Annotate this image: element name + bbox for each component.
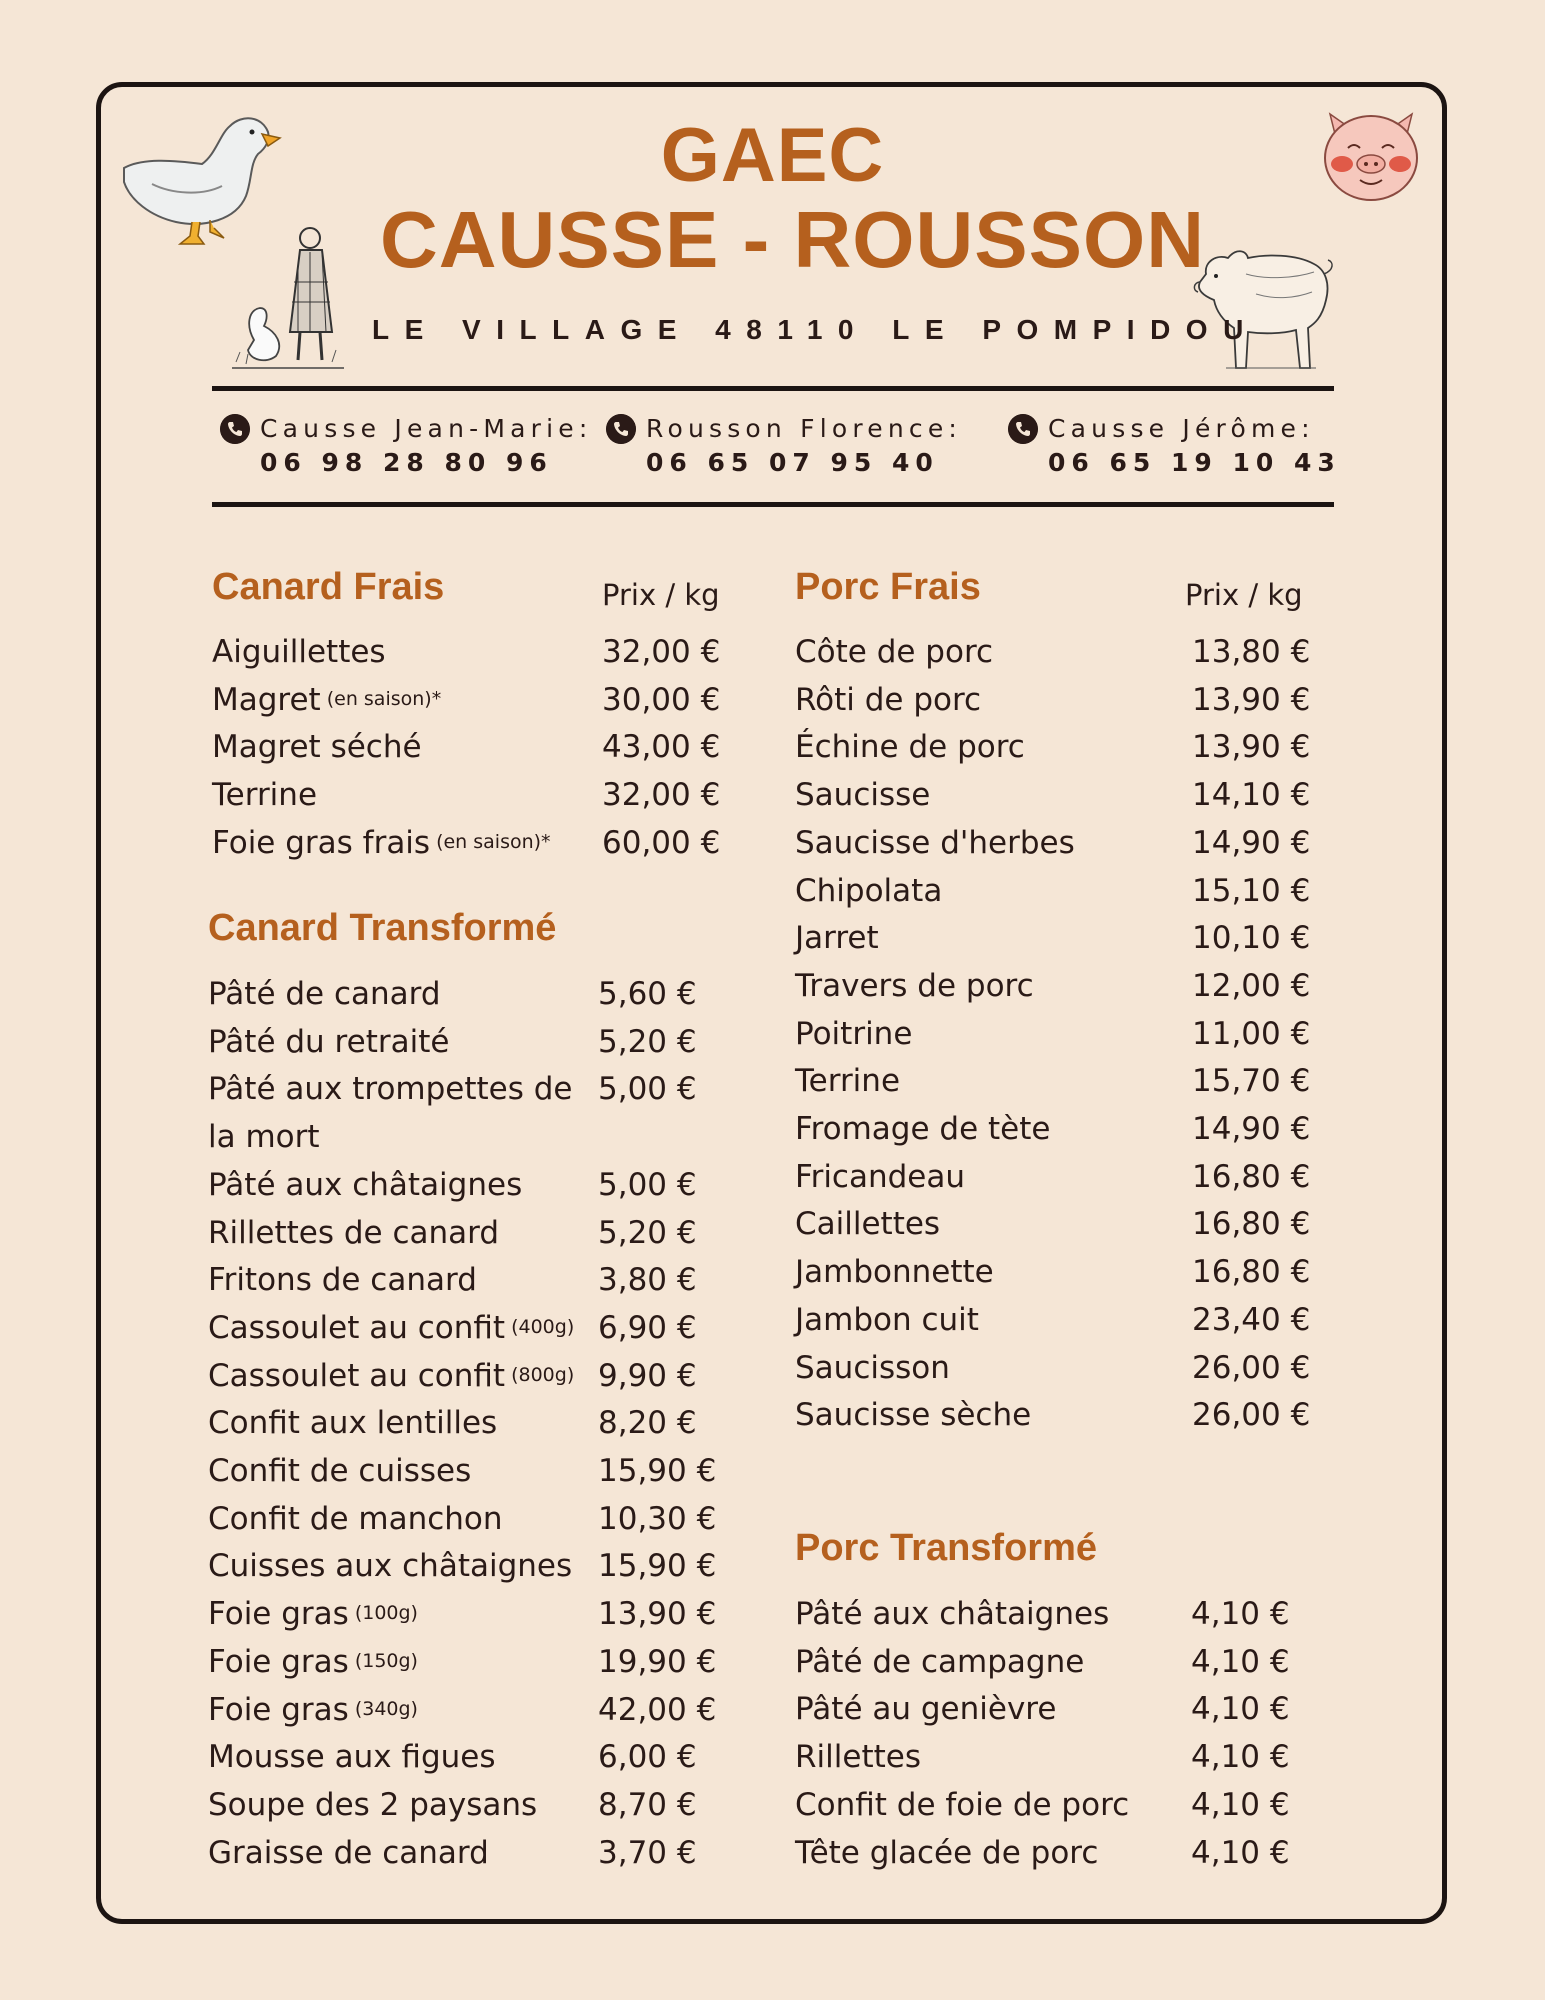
item-price: 10,10 € (1192, 920, 1311, 957)
item-name-text: Fricandeau (795, 1158, 966, 1195)
item-name-text: Mousse aux figues (208, 1739, 496, 1776)
item-name (208, 1071, 573, 1107)
item-name-text: Terrine (795, 1063, 901, 1100)
item-name (795, 1596, 1109, 1632)
item-price: 16,80 € (1192, 1254, 1311, 1291)
item-name-text: Pâté aux châtaignes (208, 1166, 523, 1203)
item-name (795, 1206, 940, 1242)
item-name (795, 1254, 994, 1290)
brand-title-gaec: GAEC (660, 113, 885, 198)
item-name (208, 1501, 503, 1537)
item-name (208, 1692, 418, 1728)
item-note: (100g) (354, 1602, 418, 1625)
item-name (208, 976, 441, 1012)
contact-name: Causse Jean-Marie: (260, 414, 593, 443)
item-price: 26,00 € (1192, 1349, 1311, 1386)
item-name-text: Rôti de porc (795, 681, 982, 718)
item-name (795, 1397, 1031, 1433)
item-price: 15,90 € (598, 1548, 717, 1585)
item-name-text: Pâté aux trompettes de (208, 1071, 573, 1108)
item-price: 14,90 € (1192, 824, 1311, 861)
item-name-text: Chipolata (795, 872, 943, 909)
contact-name: Causse Jérôme: (1048, 414, 1315, 443)
item-name-text: Confit de cuisses (208, 1453, 472, 1489)
item-price: 4,10 € (1191, 1834, 1290, 1871)
item-name-text: Confit de manchon (208, 1500, 503, 1537)
item-name-text: Cassoulet au confit (208, 1357, 506, 1394)
item-price: 15,90 € (598, 1453, 717, 1489)
item-name (795, 1739, 921, 1775)
item-name (795, 1644, 1084, 1680)
item-name-text: Foie gras (208, 1643, 349, 1680)
item-name-text: Cassoulet au confit (208, 1309, 506, 1346)
item-name (212, 634, 386, 670)
item-price: 30,00 € (602, 681, 721, 718)
item-price: 9,90 € (598, 1357, 697, 1394)
item-price: 6,00 € (598, 1739, 697, 1776)
item-price: 16,80 € (1192, 1158, 1311, 1195)
item-name-text: Échine de porc (795, 729, 1025, 766)
item-name (795, 1835, 1098, 1871)
item-name (795, 682, 981, 718)
item-price: 60,00 € (602, 824, 721, 861)
item-name-text: Cuisses aux châtaignes (208, 1548, 573, 1585)
section-title-canard-frais: Canard Frais (212, 566, 445, 608)
item-name (212, 825, 551, 861)
section-title-porc-transforme: Porc Transformé (795, 1527, 1097, 1569)
item-name (795, 1302, 979, 1338)
item-name-text: Caillettes (795, 1206, 941, 1243)
item-name-text: Pâté de campagne (795, 1643, 1085, 1680)
item-price: 5,20 € (598, 1023, 697, 1060)
item-price: 15,10 € (1192, 872, 1311, 909)
item-name-text: Magret séché (212, 729, 422, 766)
item-price: 23,40 € (1192, 1301, 1311, 1338)
contact-phone[interactable]: 06 65 07 95 40 (646, 448, 939, 477)
item-name-text: Soupe des 2 paysans (208, 1786, 538, 1823)
item-price: 43,00 € (602, 729, 721, 766)
item-price: 12,00 € (1192, 967, 1311, 1004)
item-price: 15,70 € (1192, 1063, 1311, 1100)
item-price: 10,30 € (598, 1500, 717, 1537)
item-price: 13,90 € (598, 1596, 717, 1633)
item-name-text: Saucisson (795, 1349, 950, 1386)
item-price: 14,90 € (1192, 1111, 1311, 1147)
item-name (208, 1167, 522, 1203)
item-price: 16,80 € (1192, 1206, 1311, 1243)
item-name (795, 920, 879, 956)
item-price: 4,10 € (1191, 1643, 1290, 1680)
item-name-text: Travers de porc (795, 967, 1034, 1004)
item-name (208, 1310, 574, 1346)
item-name (795, 1350, 950, 1386)
item-name (212, 777, 317, 813)
item-price: 5,60 € (598, 976, 697, 1012)
item-name-text: Poitrine (795, 1015, 913, 1052)
item-price: 32,00 € (602, 777, 721, 814)
item-name-text: Confit aux lentilles (208, 1405, 498, 1442)
item-name-text: Fromage de tète (795, 1111, 1051, 1147)
item-price: 14,10 € (1192, 777, 1311, 814)
item-name (795, 873, 942, 909)
item-name (208, 1739, 496, 1775)
item-note: (400g) (511, 1315, 575, 1338)
item-name (795, 777, 930, 813)
item-note: (150g) (354, 1649, 418, 1672)
item-name (795, 1016, 912, 1052)
item-name-text: Magret (212, 681, 321, 718)
item-name (212, 729, 422, 765)
item-price: 3,80 € (598, 1262, 697, 1299)
item-name-text: Terrine (212, 777, 318, 814)
item-name (208, 1596, 418, 1632)
item-name-text: Côte de porc (795, 634, 994, 670)
address: LE VILLAGE 48110 LE POMPIDOU (372, 314, 1259, 345)
item-name (795, 729, 1025, 765)
contact-phone[interactable]: 06 65 19 10 43 (1048, 448, 1341, 477)
item-note: (340g) (354, 1697, 418, 1720)
phone-icon (606, 414, 636, 444)
item-name (208, 1787, 537, 1823)
item-name (208, 1644, 418, 1680)
item-name-text: Pâté au genièvre (795, 1691, 1057, 1728)
item-name (795, 1159, 965, 1195)
item-name (795, 968, 1034, 1004)
item-name (208, 1358, 574, 1394)
brand-title-name: CAUSSE - ROUSSON (380, 195, 1205, 284)
item-name-text: Saucisse sèche (795, 1397, 1032, 1434)
item-name-text: Saucisse d'herbes (795, 824, 1075, 861)
item-name-text: la mort (208, 1119, 320, 1156)
item-name-text: Rillettes de canard (208, 1214, 500, 1251)
item-price: 8,20 € (598, 1405, 697, 1442)
item-name (795, 634, 993, 670)
item-price: 4,10 € (1191, 1786, 1290, 1823)
header-rule-top (212, 386, 1334, 391)
contact-phone[interactable]: 06 98 28 80 96 (260, 448, 553, 477)
item-name-text: Confit de foie de porc (795, 1786, 1130, 1823)
item-price: 3,70 € (598, 1834, 697, 1871)
item-name (795, 1111, 1050, 1147)
contact-name: Rousson Florence: (646, 414, 963, 443)
phone-icon (220, 414, 250, 444)
item-name-text: Rillettes (795, 1739, 921, 1776)
item-name-text: Pâté aux châtaignes (795, 1596, 1110, 1632)
item-name-text: Fritons de canard (208, 1262, 477, 1299)
item-name-text: Jarret (795, 920, 879, 957)
price-header-porc: Prix / kg (1185, 578, 1303, 612)
item-name (208, 1405, 497, 1441)
item-name (208, 1548, 572, 1584)
item-name (208, 1215, 499, 1251)
item-name-text: Aiguillettes (212, 634, 386, 670)
item-price: 32,00 € (602, 634, 721, 670)
item-name (208, 1262, 477, 1298)
item-name-text: Tête glacée de porc (795, 1834, 1099, 1871)
item-name-text: Saucisse (795, 777, 931, 814)
section-title-canard-transforme: Canard Transformé (208, 907, 557, 949)
item-price: 8,70 € (598, 1786, 697, 1823)
header-rule-bottom (212, 502, 1334, 507)
item-name (208, 1119, 320, 1155)
item-name (795, 1063, 900, 1099)
item-name-text: Pâté de canard (208, 976, 441, 1012)
item-name (208, 1024, 449, 1060)
item-price: 13,90 € (1192, 729, 1311, 766)
item-price: 19,90 € (598, 1643, 717, 1680)
item-name (795, 1691, 1056, 1727)
item-name (795, 1787, 1129, 1823)
item-name-text: Foie gras (208, 1596, 349, 1633)
price-header-canard: Prix / kg (602, 578, 720, 612)
item-price: 26,00 € (1192, 1397, 1311, 1434)
item-price: 6,90 € (598, 1309, 697, 1346)
item-name-text: Foie gras frais (212, 824, 431, 861)
item-name-text: Jambonnette (795, 1254, 994, 1291)
item-note: (en saison)* (326, 687, 442, 710)
item-price: 4,10 € (1191, 1596, 1290, 1632)
item-name (795, 825, 1075, 861)
phone-icon (1008, 414, 1038, 444)
item-price: 13,80 € (1192, 634, 1311, 670)
item-name (208, 1453, 471, 1489)
item-name-text: Graisse de canard (208, 1834, 489, 1871)
item-name-text: Foie gras (208, 1691, 349, 1728)
item-price: 5,00 € (598, 1166, 697, 1203)
item-price: 13,90 € (1192, 681, 1311, 718)
item-name (212, 682, 441, 718)
item-price: 4,10 € (1191, 1691, 1290, 1728)
item-price: 5,20 € (598, 1214, 697, 1251)
section-title-porc-frais: Porc Frais (795, 566, 981, 608)
item-price: 4,10 € (1191, 1739, 1290, 1776)
item-price: 11,00 € (1192, 1015, 1311, 1052)
item-price: 5,00 € (598, 1071, 697, 1108)
item-name-text: Pâté du retraité (208, 1023, 450, 1060)
item-name-text: Jambon cuit (795, 1301, 979, 1338)
item-price: 42,00 € (598, 1691, 717, 1728)
item-name (208, 1835, 489, 1871)
item-note: (800g) (511, 1363, 575, 1386)
item-note: (en saison)* (436, 830, 551, 853)
